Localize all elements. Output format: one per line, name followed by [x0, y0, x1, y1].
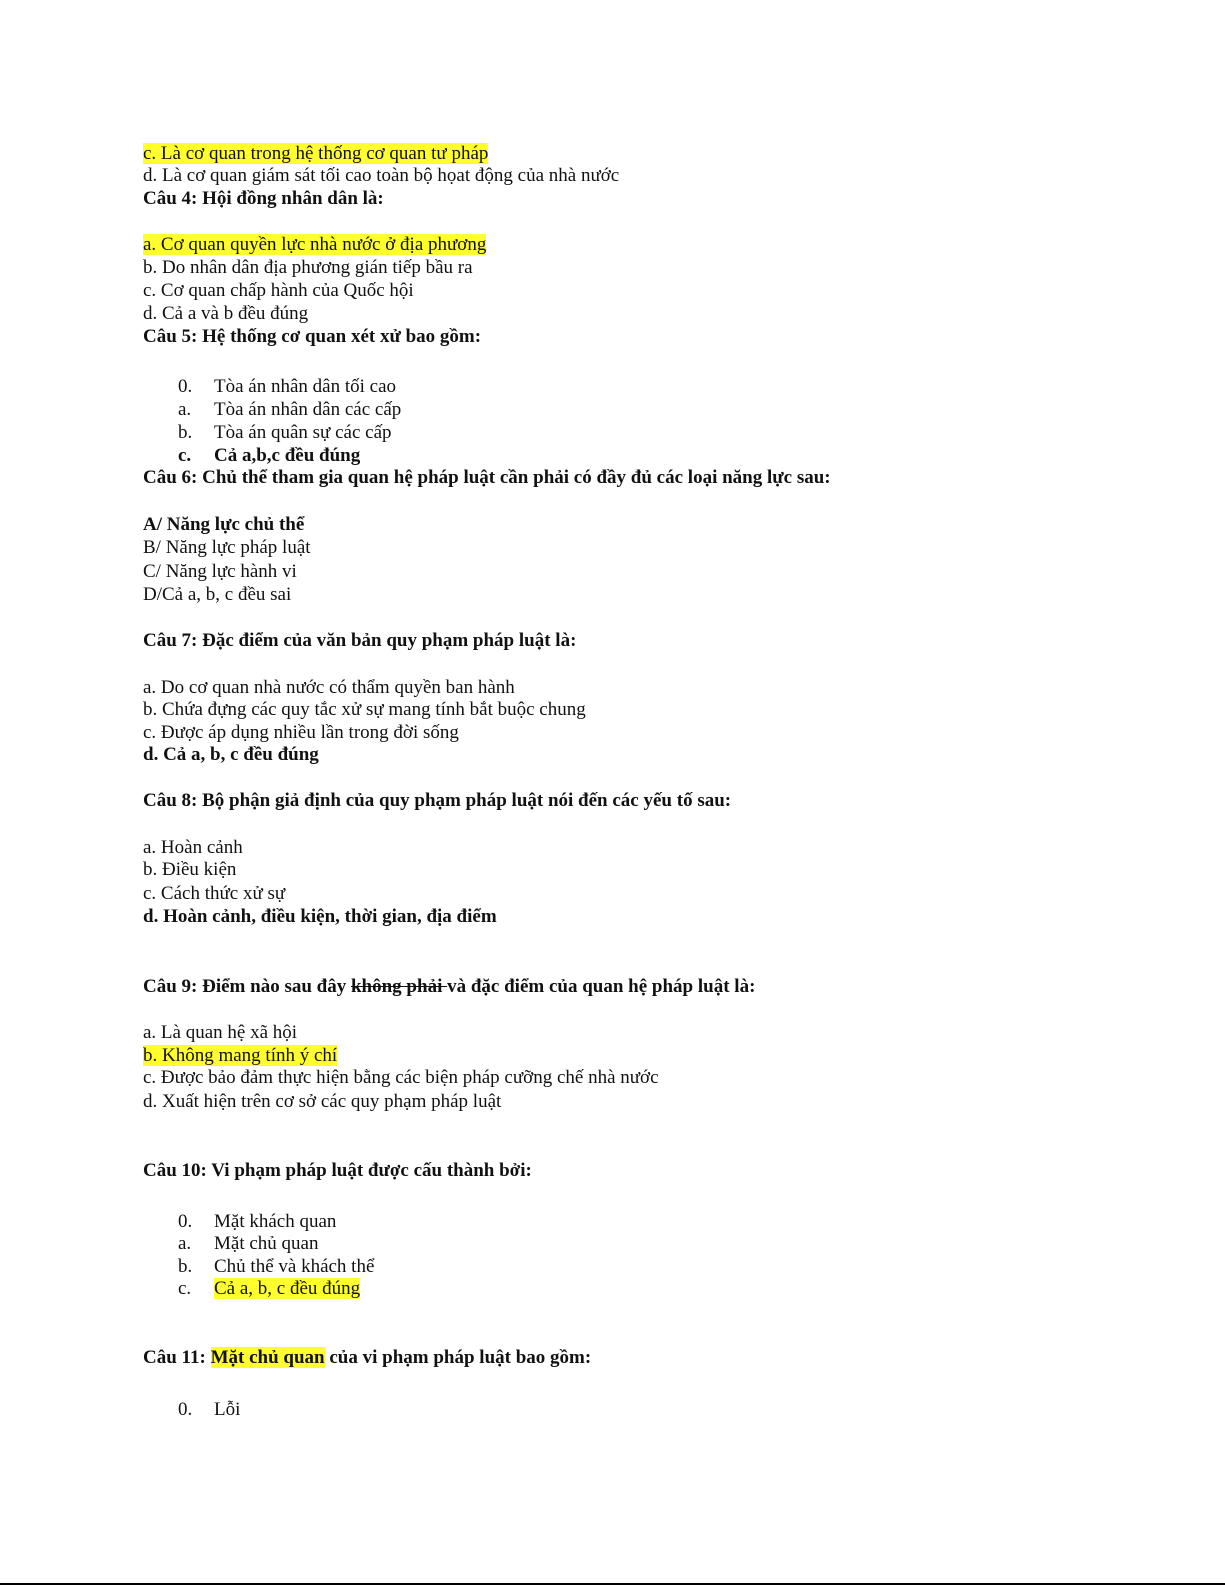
q9-title	[143, 976, 755, 998]
list-item-text: Tòa án nhân dân tối cao	[214, 376, 397, 397]
q9-option-d: d. Xuất hiện trên cơ sở các quy phạm pháp luật	[143, 1091, 502, 1112]
q8-title: Câu 8: Bộ phận giả định của quy phạm pháp luật nói đến các yếu tố sau:	[143, 790, 732, 811]
q5-item	[178, 422, 392, 444]
list-marker: a.	[178, 1233, 192, 1254]
q10-item	[178, 1211, 336, 1233]
list-marker: 0.	[178, 1399, 193, 1420]
list-item-text: Tòa án nhân dân các cấp	[214, 399, 402, 420]
q4-option-b: b. Do nhân dân địa phương gián tiếp bầu ra	[143, 257, 473, 278]
list-marker: 0.	[178, 376, 193, 397]
list-item-text: Mặt chủ quan	[214, 1233, 319, 1254]
q7-option-b: b. Chứa đựng các quy tắc xử sự mang tính bắt buộc chung	[143, 699, 586, 720]
q6-option-a: A/ Năng lực chủ thể	[143, 514, 305, 535]
q10-item	[178, 1233, 318, 1255]
q4-title: Câu 4: Hội đồng nhân dân là:	[143, 188, 384, 209]
q8-option-d: d. Hoàn cảnh, điều kiện, thời gian, địa điểm	[143, 906, 497, 927]
q6-option-b: B/ Năng lực pháp luật	[143, 537, 311, 558]
q11-title-end: của vi phạm pháp luật bao gồm:	[324, 1347, 592, 1368]
list-marker: c.	[178, 445, 192, 466]
q8-option-c: c. Cách thức xử sự	[143, 883, 286, 904]
q6-option-d: D/Cả a, b, c đều sai	[143, 584, 292, 605]
highlighted-answer: a. Cơ quan quyền lực nhà nước ở địa phương	[143, 234, 487, 255]
q8-option-b: b. Điều kiện	[143, 859, 237, 880]
strikethrough-text: không phải	[350, 976, 448, 997]
q7-option-d: d. Cả a, b, c đều đúng	[143, 744, 319, 765]
list-item-text: Cả a,b,c đều đúng	[214, 445, 361, 466]
highlighted-term: Mặt chủ quan	[210, 1347, 325, 1368]
list-marker: a.	[178, 399, 192, 420]
q8-option-a: a. Hoàn cảnh	[143, 837, 243, 858]
q5-item	[178, 399, 401, 421]
q5-item	[178, 376, 396, 398]
list-marker: c.	[178, 1278, 192, 1299]
q7-option-c: c. Được áp dụng nhiều lần trong đời sống	[143, 722, 459, 743]
q11-item	[178, 1399, 240, 1421]
q11-title-start: Câu 11:	[143, 1347, 211, 1368]
highlighted-answer: Cả a, b, c đều đúng	[214, 1278, 361, 1299]
list-marker: 0.	[178, 1211, 193, 1232]
q7-title: Câu 7: Đặc điểm của văn bản quy phạm pháp luật là:	[143, 630, 577, 651]
highlighted-answer: c. Là cơ quan trong hệ thống cơ quan tư pháp	[143, 143, 489, 164]
q6-title: Câu 6: Chủ thể tham gia quan hệ pháp luật cần phải có đầy đủ các loại năng lực sau:	[143, 467, 831, 488]
q9-option-b	[143, 1045, 337, 1067]
highlighted-answer: b. Không mang tính ý chí	[143, 1045, 338, 1066]
q3-option-d: d. Là cơ quan giám sát tối cao toàn bộ họat động của nhà nước	[143, 165, 620, 186]
list-item-text: Lỗi	[214, 1399, 241, 1420]
list-item-text: Chủ thể và khách thể	[214, 1256, 375, 1277]
q10-item	[178, 1278, 360, 1300]
q9-option-a: a. Là quan hệ xã hội	[143, 1022, 298, 1043]
q3-option-c	[143, 143, 488, 165]
q11-title	[143, 1347, 591, 1369]
q9-title-start: Câu 9: Điểm nào sau đây	[143, 976, 351, 997]
list-item-text: Mặt khách quan	[214, 1211, 337, 1232]
q9-title-end: và đặc điểm của quan hệ pháp luật là:	[447, 976, 756, 997]
list-marker: b.	[178, 1256, 193, 1277]
q10-title: Câu 10: Vi phạm pháp luật được cấu thành bởi:	[143, 1160, 532, 1181]
q6-option-c: C/ Năng lực hành vi	[143, 561, 297, 582]
q10-item	[178, 1256, 374, 1278]
list-item-text: Tòa án quân sự các cấp	[214, 422, 392, 443]
q4-option-c: c. Cơ quan chấp hành của Quốc hội	[143, 280, 414, 301]
q5-title: Câu 5: Hệ thống cơ quan xét xử bao gồm:	[143, 326, 482, 347]
q9-option-c: c. Được bảo đảm thực hiện bằng các biện pháp cưỡng chế nhà nước	[143, 1067, 659, 1088]
q4-option-d: d. Cả a và b đều đúng	[143, 303, 309, 324]
q4-option-a	[143, 234, 486, 256]
list-marker: b.	[178, 422, 193, 443]
q5-item	[178, 445, 360, 467]
q7-option-a: a. Do cơ quan nhà nước có thẩm quyền ban hành	[143, 677, 515, 698]
